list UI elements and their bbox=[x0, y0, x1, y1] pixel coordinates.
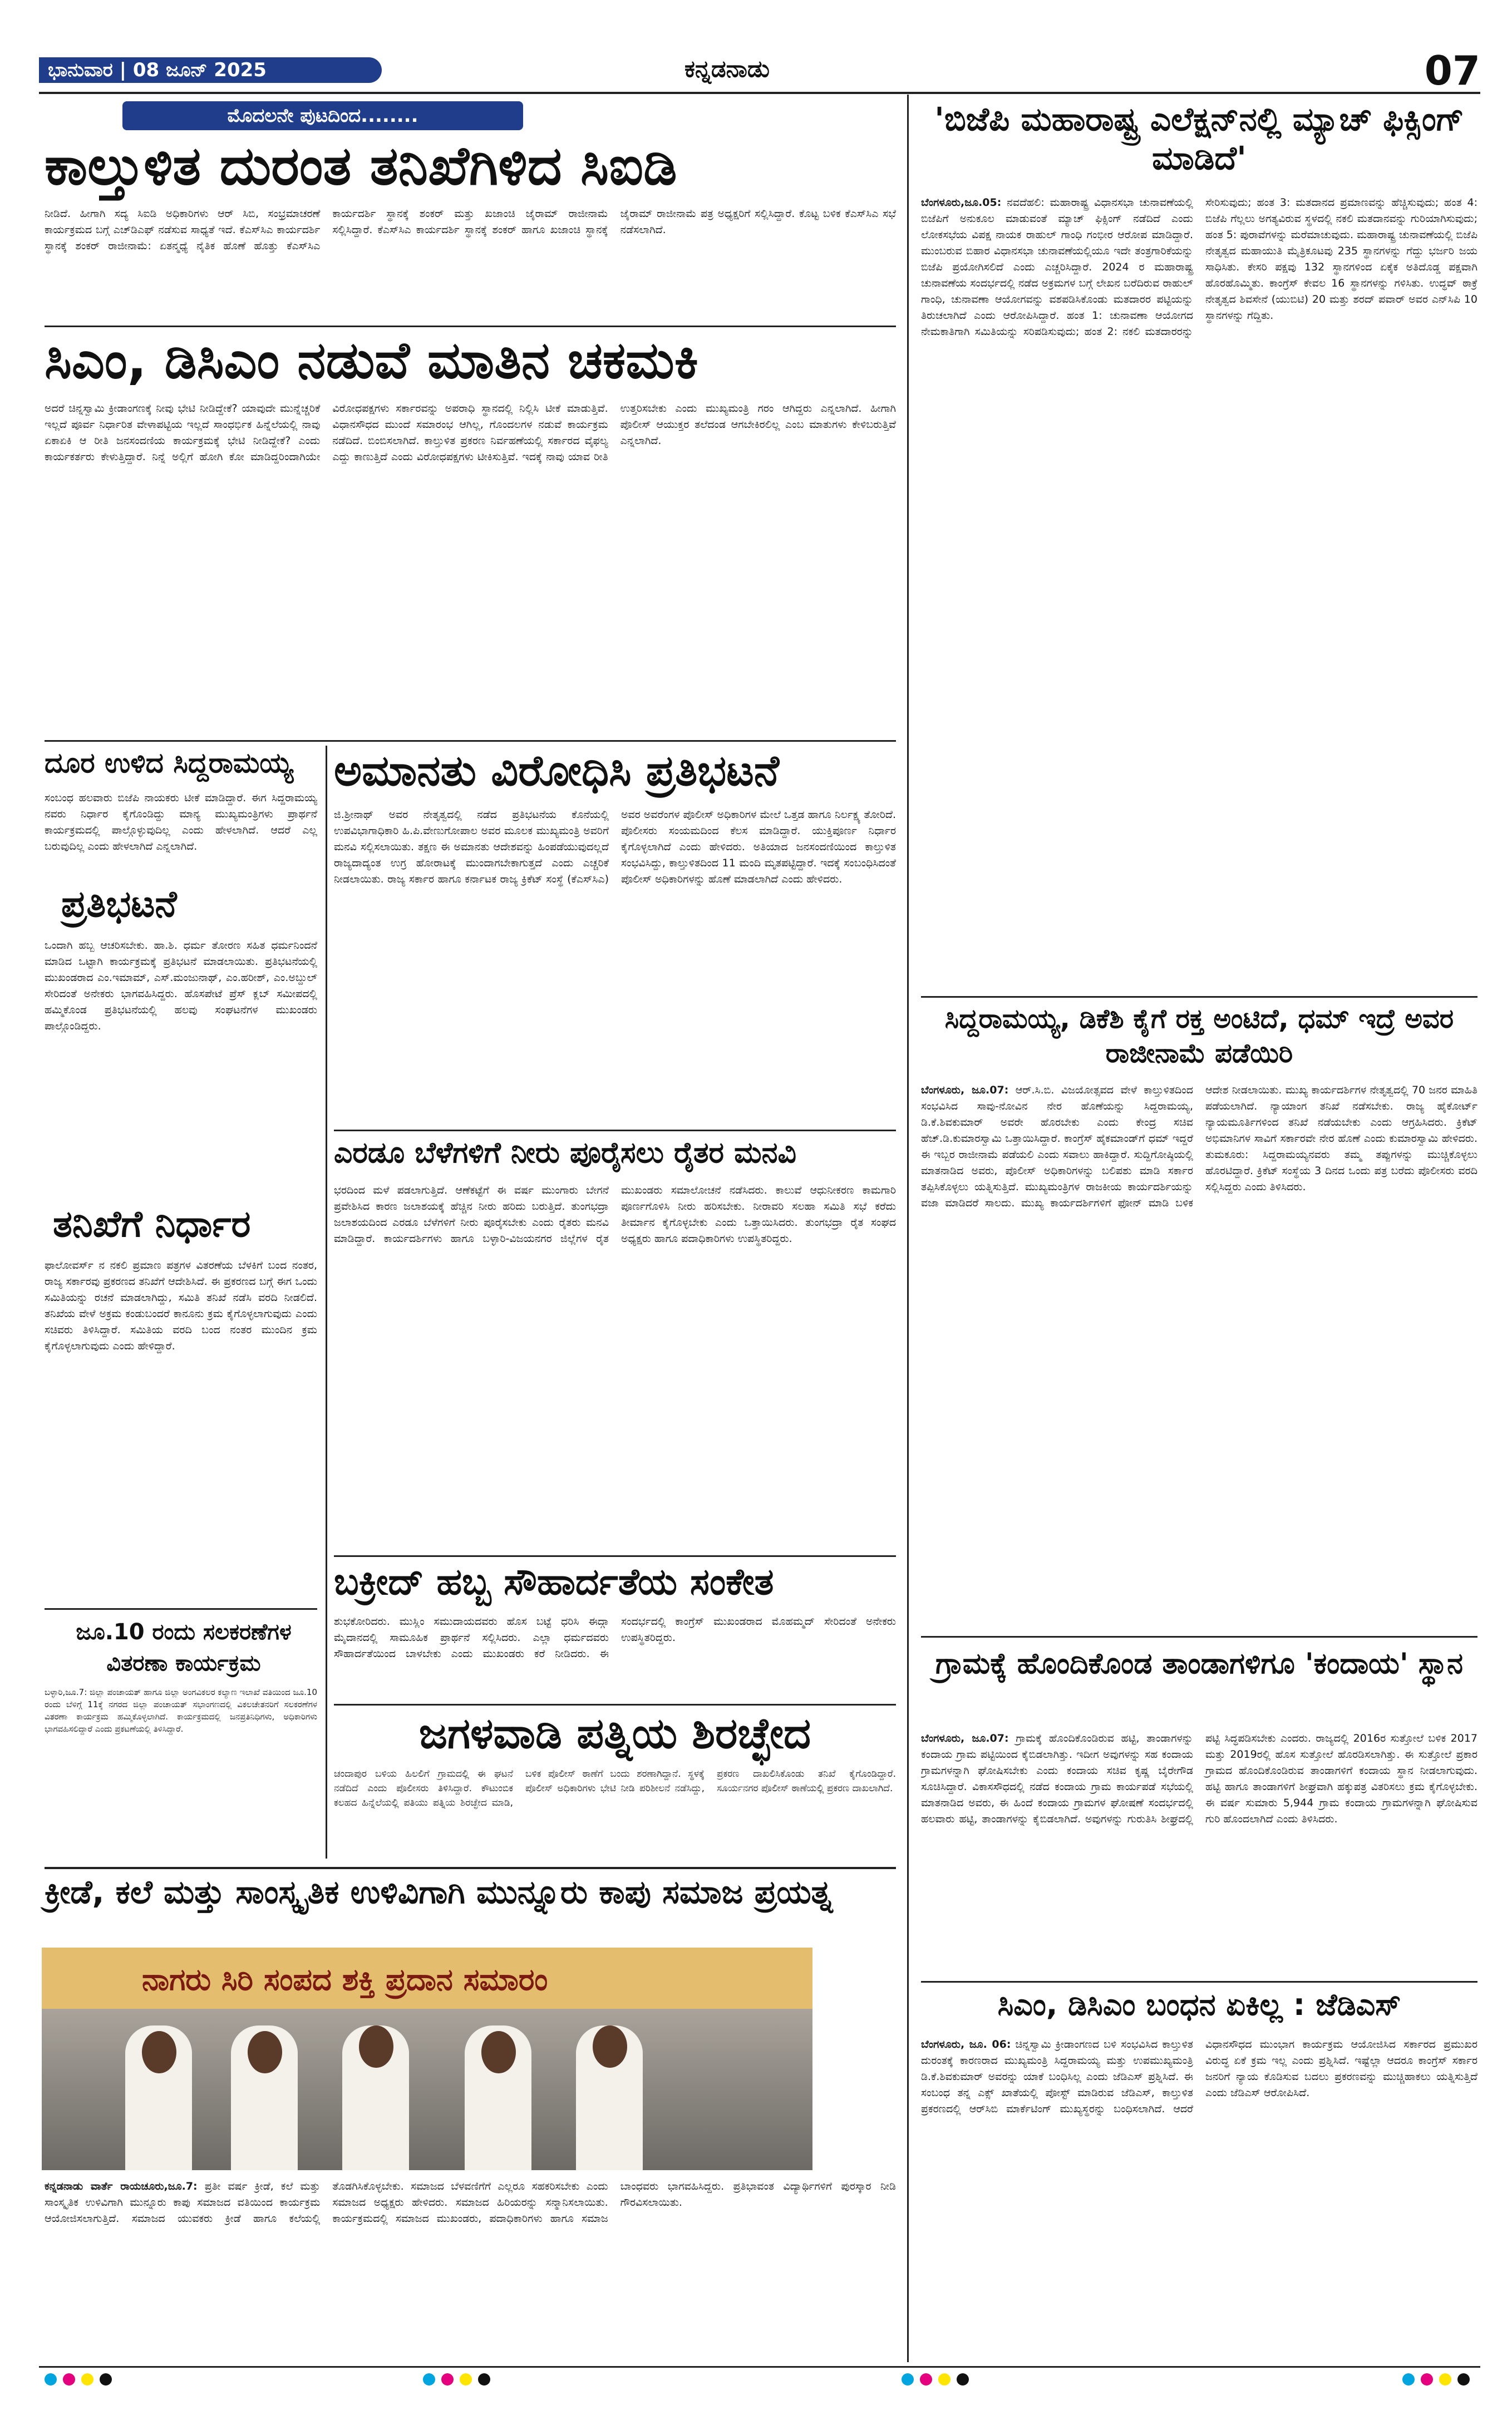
article-body: ಜಿ.ಶ್ರೀನಾಥ್ ಅವರ ನೇತೃತ್ವದಲ್ಲಿ ನಡೆದ ಪ್ರತಿಭಟನೆಯ ಕೊನೆಯಲ್ಲಿ ಉಪವಿಭಾಗಾಧಿಕಾರಿ ಹಿ.ಪಿ.ವೇಣುಗೋಪಾಲ ಅವರ ಮೂಲಕ ಮುಖ್ಯಮಂತ್ರಿ ಅವರಿಗೆ ಮನವಿ ಸಲ್ಲಿಸಲಾಯಿತು. ತಕ್ಷಣ ಈ ಅಮಾನತು ಆದೇಶವನ್ನು ಹಿಂಪಡೆಯುವುದಲ್ಲದೆ ರಾಜ್ಯದಾದ್ಯಂತ ಉಗ್ರ ಹೋರಾಟಕ್ಕೆ ಮುಂದಾಗಬೇಕಾಗುತ್ತದೆ ಎಂದು ಎಚ್ಚರಿಕೆ ನೀಡಲಾಯಿತು. ರಾಜ್ಯ ಸರ್ಕಾರ ಹಾಗೂ ಕರ್ನಾಟಕ ರಾಜ್ಯ ಕ್ರಿಕೆಟ್ ಸಂಸ್ಥೆ (ಕೆಎಸ್‌ಸಿಎ) ಅವರ ಅವರೆಂಗಳ ಪೊಲೀಸ್ ಅಧಿಕಾರಿಗಳ ಮೇಲೆ ಒತ್ತಡ ಹಾಗೂ ನಿರ್ಲಕ್ಷ್ಯ ತೋರಿದೆ. ಪೊಲೀಸರು ಸಂಯಮದಿಂದ ಕೆಲಸ ಮಾಡಿದ್ದಾರೆ. ಯುಕ್ತಿಪೂರ್ಣ ನಿರ್ಧಾರ ಕೈಗೊಳ್ಳಲಾಗಿದೆ ಎಂದು ಹೇಳಿದರು. ಅತಿಯಾದ ಜನಸಂದಣಿಯಿಂದ ಕಾಲ್ತುಳಿತ ಸಂಭವಿಸಿದ್ದು, ಕಾಲ್ತುಳಿತದಿಂದ 11 ಮಂದಿ ಮೃತಪಟ್ಟಿದ್ದಾರೆ. ಇದಕ್ಕೆ ಸಂಬಂಧಿಸಿದಂತೆ ಪೊಲೀಸ್ ಅಧಿಕಾರಿಗಳನ್ನು ಹೊಣೆ ಮಾಡಲಾಗಿದೆ ಎಂದು ಹೇಳಿದರು. bbox=[334, 809, 896, 885]
article-body: ನವದೆಹಲಿ: ಮಹಾರಾಷ್ಟ್ರ ವಿಧಾನಸಭಾ ಚುನಾವಣೆಯಲ್ಲಿ ಬಿಜೆಪಿಗೆ ಅನುಕೂಲ ಮಾಡುವಂತೆ ಮ್ಯಾಚ್ ಫಿಕ್ಸಿಂಗ್ ನಡೆದಿದೆ ಎಂದು ಲೋಕಸಭೆಯ ವಿಪಕ್ಷ ನಾಯಕ ರಾಹುಲ್ ಗಾಂಧಿ ಗಂಭೀರ ಆರೋಪ ಮಾಡಿದ್ದಾರೆ. ಮುಂಬರುವ ಬಿಹಾರ ವಿಧಾನಸಭಾ ಚುನಾವಣೆಯಲ್ಲಿಯೂ ಇದೇ ತಂತ್ರಗಾರಿಕೆಯನ್ನು ಬಿಜೆಪಿ ಪ್ರಯೋಗಿಸಲಿದೆ ಎಂದು ಎಚ್ಚರಿಸಿದ್ದಾರೆ. 2024 ರ ಮಹಾರಾಷ್ಟ್ರ ಚುನಾವಣೆಯ ಸಂದರ್ಭದಲ್ಲಿ ನಡೆದ ಅಕ್ರಮಗಳ ಬಗ್ಗೆ ಲೇಖನ ಬರೆದಿರುವ ರಾಹುಲ್ ಗಾಂಧಿ, ಚುನಾವಣಾ ಆಯೋಗವನ್ನು ವಶಪಡಿಸಿಕೊಂಡು ಮತದಾರರ ಪಟ್ಟಿಯನ್ನು ತಿರುಚಲಾಗಿದೆ ಎಂದು ಆರೋಪಿಸಿದ್ದಾರೆ. ಹಂತ 1: ಚುನಾವಣಾ ಆಯೋಗದ ನೇಮಕಾತಿಗಾಗಿ ಸಮಿತಿಯನ್ನು ಸರಿಪಡಿಸುವುದು; ಹಂತ 2: ನಕಲಿ ಮತದಾರರನ್ನು ಸೇರಿಸುವುದು; ಹಂತ 3: ಮತದಾನದ ಪ್ರಮಾಣವನ್ನು ಹೆಚ್ಚಿಸುವುದು; ಹಂತ 4: ಬಿಜೆಪಿ ಗೆಲ್ಲಲು ಅಗತ್ಯವಿರುವ ಸ್ಥಳದಲ್ಲಿ ನಕಲಿ ಮತದಾನವನ್ನು ಗುರಿಯಾಗಿಸುವುದು; ಹಂತ 5: ಪುರಾವೆಗಳನ್ನು ಮರೆಮಾಚುವುದು. ಮಹಾರಾಷ್ಟ್ರ ಚುನಾವಣೆಯಲ್ಲಿ ಬಿಜೆಪಿ ನೇತೃತ್ವದ ಮಹಾಯುತಿ ಮೈತ್ರಿಕೂಟವು 235 ಸ್ಥಾನಗಳನ್ನು ಗೆದ್ದು ಭರ್ಜರಿ ಜಯ ಸಾಧಿಸಿತು. ಕೇಸರಿ ಪಕ್ಷವು 132 ಸ್ಥಾನಗಳಿಂದ ಏಕೈಕ ಅತಿದೊಡ್ಡ ಪಕ್ಷವಾಗಿ ಹೊರಹೊಮ್ಮಿತು. ಕಾಂಗ್ರೆಸ್ ಕೇವಲ 16 ಸ್ಥಾನಗಳನ್ನು ಗಳಿಸಿತು. ಉದ್ಧವ್ ಠಾಕ್ರೆ ನೇತೃತ್ವದ ಶಿವಸೇನೆ (ಯುಬಿಟಿ) 20 ಮತ್ತು ಶರದ್ ಪವಾರ್ ಅವರ ಎನ್‌ಸಿಪಿ 10 ಸ್ಥಾನಗಳನ್ನು ಗೆದ್ದಿತು. bbox=[921, 196, 1477, 338]
registration-marks-right bbox=[1402, 2373, 1473, 2390]
headline-revenue-status: ಗ್ರಾಮಕ್ಕೆ ಹೊಂದಿಕೊಂಡ ತಾಂಡಾಗಳಿಗೂ 'ಕಂದಾಯ' ಸ್ಥಾನ bbox=[935, 1647, 1464, 1680]
divider bbox=[921, 1981, 1477, 1983]
headline-siddaramaiah-away: ದೂರ ಉಳಿದ ಸಿದ್ದರಾಮಯ್ಯ bbox=[45, 747, 293, 779]
black-mark bbox=[478, 2373, 490, 2386]
article-body: ಫಾಲೋವರ್ಸ್ ನ ನಕಲಿ ಪ್ರಮಾಣ ಪತ್ರಗಳ ವಿತರಣೆಯ ಬೆಳಕಿಗೆ ಬಂದ ನಂತರ, ರಾಜ್ಯ ಸರ್ಕಾರವು ಪ್ರಕರಣದ ತನಿಖೆಗೆ ಆದೇಶಿಸಿದೆ. ಈ ಪ್ರಕರಣದ ಬಗ್ಗೆ ಈಗ ಒಂದು ಸಮಿತಿಯನ್ನು ರಚನೆ ಮಾಡಲಾಗಿದ್ದು, ಸಮಿತಿ ತನಿಖೆ ನಡೆಸಿ ವರದಿ ನೀಡಲಿದೆ. ತನಿಖೆಯ ವೇಳೆ ಅಕ್ರಮ ಕಂಡುಬಂದರೆ ಕಾನೂನು ಕ್ರಮ ಕೈಗೊಳ್ಳಲಾಗುವುದು ಎಂದು ಸಚಿವರು ತಿಳಿಸಿದ್ದಾರೆ. ಸಮಿತಿಯ ವರದಿ ಬಂದ ನಂತರ ಮುಂದಿನ ಕ್ರಮ ಕೈಗೊಳ್ಳಲಾಗುವುದು ಎಂದು ಹೇಳಿದ್ದಾರೆ. bbox=[45, 1259, 317, 1352]
article-farmers-water-plea bbox=[334, 1182, 896, 1550]
headline-protest: ಪ್ರತಿಭಟನೆ bbox=[61, 883, 177, 925]
magenta-mark bbox=[920, 2373, 932, 2386]
continued-strap: ಮೊದಲನೇ ಪುಟದಿಂದ........ bbox=[122, 101, 523, 130]
headline-jds-arrest-question: ಸಿಎಂ, ಡಿಸಿಎಂ ಬಂಧನ ಏಕಿಲ್ಲ : ಜೆಡಿಎಸ್ bbox=[997, 1987, 1401, 2022]
column-divider bbox=[326, 746, 327, 1859]
masthead bbox=[39, 47, 1480, 94]
divider bbox=[45, 1608, 317, 1610]
footer-rule bbox=[39, 2366, 1480, 2368]
article-cm-dcm-spat bbox=[45, 401, 896, 735]
yellow-mark bbox=[81, 2373, 93, 2386]
article-body: ಅದರೆ ಚಿನ್ನಸ್ವಾಮಿ ಕ್ರೀಡಾಂಗಣಕ್ಕೆ ನೀವು ಭೇಟಿ ನೀಡಿದ್ದೇಕೆ? ಯಾವುದೇ ಮುನ್ನೆಚ್ಚರಿಕೆ ಇಲ್ಲದೆ ಪೂರ್ವ ನಿರ್ಧಾರಿತ ವೇಳಾಪಟ್ಟಿಯ ಇಲ್ಲದೆ ಸಾಂಧರ್ಭಿಕ ಹಿನ್ನೆಲೆಯಲ್ಲಿ ನಾವು ಏಕಾಏಕಿ ಆ ರೀತಿ ಜನಸಂದಣಿಯ ಕಾರ್ಯಕ್ರಮಕ್ಕೆ ಭೇಟಿ ನೀಡಿದ್ದೇಕೆ? ಎಂದು ಕಾರ್ಯಕರ್ತರು ಕೇಳುತ್ತಿದ್ದಾರೆ. ನಿನ್ನೆ ಅಲ್ಲಿಗೆ ಹೋಗಿ ಕೋ ಮಾಡಿದ್ದರಿಂದಾಗಿಯೇ ವಿರೋಧಪಕ್ಷಗಳು ಸರ್ಕಾರವನ್ನು ಅಪರಾಧಿ ಸ್ಥಾನದಲ್ಲಿ ನಿಲ್ಲಿಸಿ ಟೀಕೆ ಮಾಡುತ್ತಿವೆ. ವಿಧಾನಸೌಧದ ಮುಂದೆ ಸಮಾರಂಭ ಆಗಿಲ್ಲ, ಗೊಂದಲಗಳ ನಡುವೆ ಕಾರ್ಯಕ್ರಮ ನಡೆದಿದೆ. ಬಿಂಬಿಸಲಾಗಿದೆ. ಕಾಲ್ತುಳಿತ ಪ್ರಕರಣ ನಿರ್ವಹಣೆಯಲ್ಲಿ ಸರ್ಕಾರದ ವೈಫಲ್ಯ ಎದ್ದು ಕಾಣುತ್ತಿದೆ ಎಂದು ವಿರೋಧಪಕ್ಷಗಳು ಟೀಕಿಸುತ್ತಿವೆ. ಇದಕ್ಕೆ ನಾವು ಯಾವ ರೀತಿ ಉತ್ತರಿಸಬೇಕು ಎಂದು ಮುಖ್ಯಮಂತ್ರಿ ಗರಂ ಆಗಿದ್ದರು ಎನ್ನಲಾಗಿದೆ. ಹೀಗಾಗಿ ಪೊಲೀಸ್ ಆಯುಕ್ತರ ತಲೆದಂಡ ಆಗಬೇಕಿರಲಿಲ್ಲ ಎಂಬ ಮಾತುಗಳು ಕೇಳಿಬರುತ್ತಿವೆ ಎನ್ನಲಾಗಿದೆ. bbox=[45, 402, 896, 463]
article-dateline: ಕನ್ನಡನಾಡು ವಾರ್ತೆ ರಾಯಚೂರು,ಜೂ.7: bbox=[45, 2180, 198, 2192]
page-number: 07 bbox=[1424, 47, 1480, 94]
magenta-mark bbox=[63, 2373, 75, 2386]
article-body: ಚಿನ್ನಸ್ವಾಮಿ ಕ್ರೀಡಾಂಗಣದ ಬಳಿ ಸಂಭವಿಸಿದ ಕಾಲ್ತುಳಿತ ದುರಂತಕ್ಕೆ ಕಾರಣರಾದ ಮುಖ್ಯಮಂತ್ರಿ ಸಿದ್ದರಾಮಯ್ಯ ಮತ್ತು ಉಪಮುಖ್ಯಮಂತ್ರಿ ಡಿ.ಕೆ.ಶಿವಕುಮಾರ್ ಅವರನ್ನು ಯಾಕೆ ಬಂಧಿಸಿಲ್ಲ ಎಂದು ಜೆಡಿಎಸ್ ಪ್ರಶ್ನಿಸಿದೆ. ಈ ಸಂಬಂಧ ತನ್ನ ಎಕ್ಸ್ ಖಾತೆಯಲ್ಲಿ ಪೋಸ್ಟ್ ಮಾಡಿರುವ ಜೆಡಿಎಸ್, ಕಾಲ್ತುಳಿತ ಪ್ರಕರಣದಲ್ಲಿ ಆರ್‌ಸಿಬಿ ಮಾರ್ಕೆಟಿಂಗ್ ಮುಖ್ಯಸ್ಥರನ್ನು ಬಂಧಿಸಲಾಗಿದೆ. ಆದರೆ ವಿಧಾನಸೌಧದ ಮುಂಭಾಗ ಕಾರ್ಯಕ್ರಮ ಆಯೋಜಿಸಿದ ಸರ್ಕಾರದ ಪ್ರಮುಖರ ವಿರುದ್ಧ ಏಕೆ ಕ್ರಮ ಇಲ್ಲ ಎಂದು ಪ್ರಶ್ನಿಸಿದೆ. ಇಷ್ಟೆಲ್ಲಾ ಆದರೂ ಕಾಂಗ್ರೆಸ್ ಸರ್ಕಾರ ಜನರಿಗೆ ನ್ಯಾಯ ಕೊಡಿಸುವ ಬದಲು ಪ್ರಕರಣವನ್ನು ಮುಚ್ಚಿಹಾಕಲು ಯತ್ನಿಸುತ್ತಿದೆ ಎಂದು ಜೆಡಿಎಸ್ ಆರೋಪಿಸಿದೆ. bbox=[921, 2038, 1477, 2115]
article-protest bbox=[45, 938, 317, 1199]
registration-marks-left bbox=[45, 2373, 115, 2390]
article-jds-arrest-question bbox=[921, 2037, 1477, 2359]
cyan-mark bbox=[45, 2373, 57, 2386]
article-body: ಬಳ್ಳಾರಿ,ಜೂ.7: ಜಿಲ್ಲಾ ಪಂಚಾಯತ್ ಹಾಗೂ ಜಿಲ್ಲಾ ಅಂಗವಿಕಲರ ಕಲ್ಯಾಣ ಇಲಾಖೆ ವತಿಯಿಂದ ಜೂ.10 ರಂದು ಬೆಳಿಗ್ಗೆ 11ಕ್ಕೆ ನಗರದ ಜಿಲ್ಲಾ ಪಂಚಾಯತ್ ಸಭಾಂಗಣದಲ್ಲಿ ವಿಕಲಚೇತನರಿಗೆ ಸಲಕರಣೆಗಳ ವಿತರಣಾ ಕಾರ್ಯಕ್ರಮ ಹಮ್ಮಿಕೊಳ್ಳಲಾಗಿದೆ. ಕಾರ್ಯಕ್ರಮದಲ್ಲಿ ಜನಪ್ರತಿನಿಧಿಗಳು, ಅಧಿಕಾರಿಗಳು ಭಾಗವಹಿಸಲಿದ್ದಾರೆ ಎಂದು ಪ್ರಕಟಣೆಯಲ್ಲಿ ತಿಳಿಸಿದ್ದಾರೆ. bbox=[45, 1687, 317, 1734]
headline-cm-dcm-spat: ಸಿಎಂ, ಡಿಸಿಎಂ ನಡುವೆ ಮಾತಿನ ಚಕಮಕಿ bbox=[45, 331, 698, 390]
article-probe-decision bbox=[45, 1258, 317, 1603]
black-mark bbox=[100, 2373, 112, 2386]
article-wife-beheaded bbox=[334, 1767, 896, 1861]
yellow-mark bbox=[460, 2373, 472, 2386]
divider bbox=[334, 1555, 896, 1557]
article-hdk-demand bbox=[921, 1082, 1477, 1630]
article-equipment-distribution bbox=[45, 1686, 317, 1859]
column-divider bbox=[907, 95, 909, 2362]
stage-banner-text: ನಾಗರು ಸಿರಿ ಸಂಪದ ಶಕ್ತಿ ಪ್ರದಾನ ಸಮಾರಂ bbox=[142, 1962, 548, 1997]
headline-kapu-samaja: ಕ್ರೀಡೆ, ಕಲೆ ಮತ್ತು ಸಾಂಸ್ಕೃತಿಕ ಉಳಿವಿಗಾಗಿ ಮುನ್ನೂರು ಕಾಪು ಸಮಾಜ ಪ್ರಯತ್ನ bbox=[45, 1873, 833, 1911]
headline-wife-beheaded: ಜಗಳವಾಡಿ ಪತ್ನಿಯ ಶಿರಚ್ಛೇದ bbox=[418, 1708, 811, 1758]
divider bbox=[334, 1704, 896, 1706]
person-head bbox=[248, 2031, 282, 2073]
divider bbox=[45, 740, 896, 742]
headline-probe-decision: ತನಿಖೆಗೆ ನಿರ್ಧಾರ bbox=[53, 1202, 251, 1245]
cyan-mark bbox=[423, 2373, 435, 2386]
article-dateline: ಬೆಂಗಳೂರು,ಜೂ.05: bbox=[921, 196, 1002, 209]
article-body: ಆರ್.ಸಿ.ಬಿ. ವಿಜಯೋತ್ಸವದ ವೇಳೆ ಕಾಲ್ತುಳಿತದಿಂದ ಸಂಭವಿಸಿದ ಸಾವು-ನೋವಿನ ನೇರ ಹೊಣೆಯನ್ನು ಸಿದ್ದರಾಮಯ್ಯ, ಡಿ.ಕೆ.ಶಿವಕುಮಾರ್ ಅವರೇ ಹೊರಬೇಕು ಎಂದು ಕೇಂದ್ರ ಸಚಿವ ಹೆಚ್.ಡಿ.ಕುಮಾರಸ್ವಾಮಿ ಒತ್ತಾಯಿಸಿದ್ದಾರೆ. ಕಾಂಗ್ರೆಸ್ ಹೈಕಮಾಂಡ್‌ಗೆ ಧಮ್ ಇದ್ದರೆ ಈ ಇಬ್ಬರ ರಾಜೀನಾಮೆ ಪಡೆಯಲಿ ಎಂದು ಸವಾಲು ಹಾಕಿದ್ದಾರೆ. ಸುದ್ದಿಗೋಷ್ಠಿಯಲ್ಲಿ ಮಾತನಾಡಿದ ಅವರು, ಪೊಲೀಸ್ ಅಧಿಕಾರಿಗಳನ್ನು ಬಲಿಪಶು ಮಾಡಿ ಸರ್ಕಾರ ತಪ್ಪಿಸಿಕೊಳ್ಳಲು ಯತ್ನಿಸುತ್ತಿದೆ. ಮುಖ್ಯಮಂತ್ರಿಗಳ ರಾಜಕೀಯ ಕಾರ್ಯದರ್ಶಿಯನ್ನು ವಜಾ ಮಾಡಿದರೆ ಸಾಲದು. ಮುಖ್ಯ ಕಾರ್ಯದರ್ಶಿಗಳಿಗೆ ಫೋನ್ ಮಾಡಿ ಬಳಿಕ ಆದೇಶ ನೀಡಲಾಯಿತು. ಮುಖ್ಯ ಕಾರ್ಯದರ್ಶಿಗಳ ನೇತೃತ್ವದಲ್ಲಿ 70 ಜನರ ಮಾಹಿತಿ ಪಡೆಯಲಾಗಿದೆ. ನ್ಯಾಯಾಂಗ ತನಿಖೆ ನಡೆಸಬೇಕು. ರಾಜ್ಯ ಹೈಕೋರ್ಟ್ ನ್ಯಾಯಮೂರ್ತಿಗಳಿಂದ ತನಿಖೆ ನಡೆಯಬೇಕು ಎಂದು ಆಗ್ರಹಿಸಿದರು. ಕ್ರಿಕೆಟ್ ಅಭಿಮಾನಿಗಳ ಸಾವಿಗೆ ಸರ್ಕಾರವೇ ನೇರ ಹೊಣೆ ಎಂದು ಕುಮಾರಸ್ವಾಮಿ ಹೇಳಿದರು. ತುಮಕೂರು: ಸಿದ್ದರಾಮಯ್ಯನವರು ತಮ್ಮ ತಪ್ಪುಗಳನ್ನು ಮುಚ್ಚಿಕೊಳ್ಳಲು ಹೊರಟಿದ್ದಾರೆ. ಕ್ರಿಕೆಟ್ ಸಂಸ್ಥೆಯ 3 ದಿನದ ಒಂದು ಪತ್ರ ಬರೆದು ಪೊಲೀಸರು ವರದಿ ಸಲ್ಲಿಸಿದ್ದರು ಎಂದು ತಿಳಿಸಿದರು. bbox=[921, 1084, 1477, 1209]
article-cid-probe bbox=[45, 206, 896, 320]
article-body: ಸಂಬಂಧ ಹಲವಾರು ಬಿಜೆಪಿ ನಾಯಕರು ಟೀಕೆ ಮಾಡಿದ್ದಾರೆ. ಈಗ ಸಿದ್ದರಾಮಯ್ಯ ನವರು ನಿರ್ಧಾರ ಕೈಗೊಂಡಿದ್ದು ಮಾನ್ಯ ಮುಖ್ಯಮಂತ್ರಿಗಳು ಪ್ರಾರ್ಥನೆ ಕಾರ್ಯಕ್ರಮದಲ್ಲಿ ಪಾಲ್ಗೊಳ್ಳುವುದಿಲ್ಲ ಎಂದು ಹೇಳಲಾಗಿದೆ. ಆದರೆ ಎಲ್ಲ ಬರುವುದಿಲ್ಲ ಎಂದು ಹೇಳಲಾಗಿದೆ ಎನ್ನಲಾಗಿದೆ. bbox=[45, 792, 317, 852]
article-dateline: ಬೆಂಗಳೂರು, ಜೂ.07: bbox=[921, 1084, 1009, 1096]
headline-bakrid-harmony: ಬಕ್ರೀದ್ ಹಬ್ಬ ಸೌಹಾರ್ದತೆಯ ಸಂಕೇತ bbox=[334, 1560, 774, 1603]
headline-hdk-demand: ಸಿದ್ದರಾಮಯ್ಯ, ಡಿಕೆಶಿ ಕೈಗೆ ರಕ್ತ ಅಂಟಿದೆ, ಧಮ್ ಇದ್ರೆ ಅವರ ರಾಜೀನಾಮೆ ಪಡೆಯಿರಿ bbox=[944, 1003, 1454, 1070]
cyan-mark bbox=[902, 2373, 914, 2386]
article-siddaramaiah-away bbox=[45, 790, 317, 876]
divider bbox=[334, 1130, 896, 1131]
issue-date: ಭಾನುವಾರ | 08 ಜೂನ್ 2025 bbox=[39, 57, 382, 83]
article-body: ಒಂದಾಗಿ ಹಬ್ಬ ಆಚರಿಸಬೇಕು. ಹಾ.ಶಿ. ಧರ್ಮ ತೋರಣ ಸಹಿತ ಧರ್ಮನಿಂದನೆ ಮಾಡಿದ ಒಟ್ಟಾಗಿ ಕಾರ್ಯಕ್ರಮಕ್ಕೆ ಪ್ರತಿಭಟನೆ ಮಾಡಲಾಯಿತು. ಪ್ರತಿಭಟನೆಯಲ್ಲಿ ಮುಖಂಡರಾದ ಎಂ.ಇಮಾಮ್, ಎಸ್.ಮಂಜುನಾಥ್, ಎಂ.ಹರೀಶ್, ಎಂ.ಅಬ್ದುಲ್ ಸೇರಿದಂತೆ ಅನೇಕರು ಭಾಗವಹಿಸಿದ್ದರು. ಹೊಸಪೇಟೆ ಪ್ರೆಸ್ ಕ್ಲಬ್ ಸಮೀಪದಲ್ಲಿ ಹಮ್ಮಿಕೊಂಡ ಪ್ರತಿಭಟನೆಯಲ್ಲಿ ಹಲವು ಸಂಘಟನೆಗಳ ಮುಖಂಡರು ಪಾಲ್ಗೊಂಡಿದ್ದರು. bbox=[45, 939, 317, 1032]
article-body: ಭರದಿಂದ ಮಳೆ ಪಡಲಾಗುತ್ತಿದೆ. ಆಣೆಕಟ್ಟೆಗೆ ಈ ವರ್ಷ ಮುಂಗಾರು ಬೇಗನೆ ಪ್ರವೇಶಿಸಿದ ಕಾರಣ ಜಲಾಶಯಕ್ಕೆ ಹೆಚ್ಚಿನ ನೀರು ಹರಿದು ಬರುತ್ತಿದೆ. ತುಂಗಭದ್ರಾ ಜಲಾಶಯದಿಂದ ಎರಡೂ ಬೆಳೆಗಳಿಗೆ ನೀರು ಪೂರೈಸಬೇಕು ಎಂದು ರೈತರು ಮನವಿ ಮಾಡಿದ್ದಾರೆ. ಕಾರ್ಯದರ್ಶಿಗಳು ಹಾಗೂ ಬಳ್ಳಾರಿ-ವಿಜಯನಗರ ಜಿಲ್ಲೆಗಳ ರೈತ ಮುಖಂಡರು ಸಮಾಲೋಚನೆ ನಡೆಸಿದರು. ಕಾಲುವೆ ಆಧುನೀಕರಣ ಕಾಮಗಾರಿ ಪೂರ್ಣಗೊಳಿಸಿ ನೀರು ಹರಿಸಬೇಕು. ನೀರಾವರಿ ಸಲಹಾ ಸಮಿತಿ ಸಭೆ ಕರೆದು ತೀರ್ಮಾನ ಕೈಗೊಳ್ಳಬೇಕು ಎಂದು ಒತ್ತಾಯಿಸಿದರು. ತುಂಗಭದ್ರಾ ರೈತ ಸಂಘದ ಅಧ್ಯಕ್ಷರು ಹಾಗೂ ಪದಾಧಿಕಾರಿಗಳು ಉಪಸ್ಥಿತರಿದ್ದರು. bbox=[334, 1184, 896, 1245]
cyan-mark bbox=[1402, 2373, 1415, 2386]
headline-equipment-distribution: ಜೂ.10 ರಂದು ಸಲಕರಣೆಗಳ ವಿತರಣಾ ಕಾರ್ಯಕ್ರಮ bbox=[76, 1619, 292, 1676]
article-dateline: ಬೆಂಗಳೂರು, ಜೂ. 06: bbox=[921, 2038, 1011, 2051]
article-body: ನೀಡಿದೆ. ಹೀಗಾಗಿ ಸದ್ಯ ಸಿಐಡಿ ಅಧಿಕಾರಿಗಳು ಆರ್ ಸಿಬಿ, ಸಂಭ್ರಮಾಚರಣೆ ಕಾರ್ಯಕ್ರಮದ ಬಗ್ಗೆ ಎಚ್‌ಡಿಎಫ್‌ ನಡೆಸುವ ಸಾಧ್ಯತೆ ಇದೆ. ಕೆಎಸ್‌ಸಿಎ ಕಾರ್ಯದರ್ಶಿ ಸ್ಥಾನಕ್ಕೆ ಶಂಕರ್ ರಾಜೀನಾಮೆ: ಏತನ್ಮಧ್ಯೆ ನೈತಿಕ ಹೊಣೆ ಹೊತ್ತು ಕೆಎಸ್‌ಸಿಎ ಕಾರ್ಯದರ್ಶಿ ಸ್ಥಾನಕ್ಕೆ ಶಂಕರ್ ಮತ್ತು ಖಜಾಂಚಿ ಜೈರಾಮ್ ರಾಜೀನಾಮೆ ಸಲ್ಲಿಸಿದ್ದಾರೆ. ಕೆಎಸ್‌ಸಿಎ ಕಾರ್ಯದರ್ಶಿ ಸ್ಥಾನಕ್ಕೆ ಶಂಕರ್ ಹಾಗೂ ಖಜಾಂಚಿ ಸ್ಥಾನಕ್ಕೆ ಜೈರಾಮ್ ರಾಜೀನಾಮೆ ಪತ್ರ ಅಧ್ಯಕ್ಷರಿಗೆ ಸಲ್ಲಿಸಿದ್ದಾರೆ. ಕೊಟ್ಟ ಬಳಿಕ ಕೆಎಸ್‌ಸಿಎ ಸಭೆ ನಡೆಸಲಾಗಿದೆ. bbox=[45, 208, 896, 252]
article-body: ಗ್ರಾಮಕ್ಕೆ ಹೊಂದಿಕೊಂಡಿರುವ ಹಟ್ಟಿ, ತಾಂಡಾಗಳನ್ನು ಕಂದಾಯ ಗ್ರಾಮ ಪಟ್ಟಿಯಿಂದ ಕೈಬಿಡಲಾಗಿತ್ತು. ಇದೀಗ ಅವುಗಳನ್ನು ಸಹ ಕಂದಾಯ ಗ್ರಾಮಗಳನ್ನಾಗಿ ಘೋಷಿಸಬೇಕು ಎಂದು ಕಂದಾಯ ಸಚಿವ ಕೃಷ್ಣ ಬೈರೇಗೌಡ ಸೂಚಿಸಿದ್ದಾರೆ. ವಿಕಾಸಸೌಧದಲ್ಲಿ ನಡೆದ ಕಂದಾಯ ಗ್ರಾಮ ಕಾರ್ಯಪಡೆ ಸಭೆಯಲ್ಲಿ ಮಾತನಾಡಿದ ಅವರು, ಈ ಹಿಂದೆ ಕಂದಾಯ ಗ್ರಾಮಗಳ ಘೋಷಣೆ ಸಂದರ್ಭದಲ್ಲಿ ಹಲವಾರು ಹಟ್ಟಿ, ತಾಂಡಾಗಳನ್ನು ಕೈಬಿಡಲಾಗಿದೆ. ಅವುಗಳನ್ನು ಗುರುತಿಸಿ ಶೀಘ್ರದಲ್ಲಿ ಪಟ್ಟಿ ಸಿದ್ಧಪಡಿಸಬೇಕು ಎಂದರು. ರಾಜ್ಯದಲ್ಲಿ 2016ರ ಸುತ್ತೋಲೆ ಬಳಿಕ 2017 ಮತ್ತು 2019ರಲ್ಲಿ ಹೊಸ ಸುತ್ತೋಲೆ ಹೊರಡಿಸಲಾಗಿತ್ತು. ಈ ಸುತ್ತೋಲೆ ಪ್ರಕಾರ ಗ್ರಾಮದ ಹೊಂದಿಕೊಂಡಿರುವ ತಾಂಡಾಗಳಿಗೆ ಕಂದಾಯ ಸ್ಥಾನ ನೀಡಲಾಗುವುದು. ಹಟ್ಟಿ ಹಾಗೂ ತಾಂಡಾಗಳಿಗೆ ಶೀಘ್ರವಾಗಿ ಹಕ್ಕುಪತ್ರ ವಿತರಿಸಲು ಕ್ರಮ ಕೈಗೊಳ್ಳಬೇಕು. ಈ ವರ್ಷ ಸುಮಾರು 5,944 ಗ್ರಾಮ ಕಂದಾಯ ಗ್ರಾಮಗಳನ್ನಾಗಿ ಘೋಷಿಸುವ ಗುರಿ ಹೊಂದಲಾಗಿದೆ ಎಂದು ತಿಳಿಸಿದರು. bbox=[921, 1732, 1477, 1825]
registration-marks-center-right bbox=[902, 2373, 972, 2390]
headline-suspension-protest: ಅಮಾನತು ವಿರೋಧಿಸಿ ಪ್ರತಿಭಟನೆ bbox=[334, 746, 780, 795]
divider bbox=[921, 996, 1477, 998]
headline-farmers-water-plea: ಎರಡೂ ಬೆಳೆಗಳಿಗೆ ನೀರು ಪೂರೈಸಲು ರೈತರ ಮನವಿ bbox=[334, 1136, 797, 1170]
article-body: ಚಂದಾಪುರ ಬಳಿಯ ಹಿಲಲಿಗೆ ಗ್ರಾಮದಲ್ಲಿ ಈ ಘಟನೆ ನಡೆದಿದೆ ಎಂದು ಪೊಲೀಸರು ತಿಳಿಸಿದ್ದಾರೆ. ಕೌಟುಂಬಿಕ ಕಲಹದ ಹಿನ್ನೆಲೆಯಲ್ಲಿ ಪತಿಯು ಪತ್ನಿಯ ಶಿರಚ್ಛೇದ ಮಾಡಿ, ಬಳಿಕ ಪೊಲೀಸ್ ಠಾಣೆಗೆ ಬಂದು ಶರಣಾಗಿದ್ದಾನೆ. ಸ್ಥಳಕ್ಕೆ ಪೊಲೀಸ್ ಅಧಿಕಾರಿಗಳು ಭೇಟಿ ನೀಡಿ ಪರಿಶೀಲನೆ ನಡೆಸಿದ್ದು, ಪ್ರಕರಣ ದಾಖಲಿಸಿಕೊಂಡು ತನಿಖೆ ಕೈಗೊಂಡಿದ್ದಾರೆ. ಸೂರ್ಯನಗರ ಪೊಲೀಸ್ ಠಾಣೆಯಲ್ಲಿ ಪ್ರಕರಣ ದಾಖಲಾಗಿದೆ. bbox=[334, 1768, 896, 1808]
yellow-mark bbox=[1439, 2373, 1451, 2386]
divider bbox=[45, 1867, 896, 1869]
divider bbox=[921, 1636, 1477, 1638]
divider bbox=[45, 326, 896, 327]
article-revenue-status bbox=[921, 1731, 1477, 1975]
article-kapu-samaja bbox=[45, 2179, 896, 2359]
headline-match-fixing: 'ಬಿಜೆಪಿ ಮಹಾರಾಷ್ಟ್ರ ಎಲೆಕ್ಷನ್‌ನಲ್ಲಿ ಮ್ಯಾಚ್ ಫಿಕ್ಸಿಂಗ್ ಮಾಡಿದೆ' bbox=[934, 100, 1464, 177]
magenta-mark bbox=[1421, 2373, 1433, 2386]
article-suspension-protest bbox=[334, 807, 896, 1124]
article-body: ಶುಭಕೋರಿದರು. ಮುಸ್ಲಿಂ ಸಮುದಾಯದವರು ಹೊಸ ಬಟ್ಟೆ ಧರಿಸಿ ಈದ್ಗಾ ಮೈದಾನದಲ್ಲಿ ಸಾಮೂಹಿಕ ಪ್ರಾರ್ಥನೆ ಸಲ್ಲಿಸಿದರು. ಎಲ್ಲಾ ಧರ್ಮದವರು ಸೌಹಾರ್ದತೆಯಿಂದ ಬಾಳಬೇಕು ಎಂದು ಮುಖಂಡರು ಕರೆ ನೀಡಿದರು. ಈ ಸಂದರ್ಭದಲ್ಲಿ ಕಾಂಗ್ರೆಸ್ ಮುಖಂಡರಾದ ಮೊಹಮ್ಮದ್ ಸೇರಿದಂತೆ ಅನೇಕರು ಉಪಸ್ಥಿತರಿದ್ದರು. bbox=[334, 1615, 896, 1660]
black-mark bbox=[957, 2373, 969, 2386]
paper-name: ಕನ್ನಡನಾಡು bbox=[684, 55, 770, 82]
article-body: ಪ್ರತೀ ವರ್ಷ ಕ್ರೀಡೆ, ಕಲೆ ಮತ್ತು ಸಾಂಸ್ಕೃತಿಕ ಉಳಿವಿಗಾಗಿ ಮುನ್ನೂರು ಕಾಪು ಸಮಾಜದ ವತಿಯಿಂದ ಕಾರ್ಯಕ್ರಮ ಆಯೋಜಿಸಲಾಗುತ್ತಿದೆ. ಸಮಾಜದ ಯುವಕರು ಕ್ರೀಡೆ ಹಾಗೂ ಕಲೆಯಲ್ಲಿ ತೊಡಗಿಸಿಕೊಳ್ಳಬೇಕು. ಸಮಾಜದ ಬೆಳವಣಿಗೆಗೆ ಎಲ್ಲರೂ ಸಹಕರಿಸಬೇಕು ಎಂದು ಸಮಾಜದ ಅಧ್ಯಕ್ಷರು ಹೇಳಿದರು. ಸಮಾಜದ ಹಿರಿಯರನ್ನು ಸನ್ಮಾನಿಸಲಾಯಿತು. ಕಾರ್ಯಕ್ರಮದಲ್ಲಿ ಸಮಾಜದ ಮುಖಂಡರು, ಪದಾಧಿಕಾರಿಗಳು ಹಾಗೂ ಸಮಾಜ ಬಾಂಧವರು ಭಾಗವಹಿಸಿದ್ದರು. ಪ್ರತಿಭಾವಂತ ವಿದ್ಯಾರ್ಥಿಗಳಿಗೆ ಪುರಸ್ಕಾರ ನೀಡಿ ಗೌರವಿಸಲಾಯಿತು. bbox=[45, 2180, 896, 2225]
registration-marks-center-left bbox=[423, 2373, 494, 2390]
article-bakrid-harmony bbox=[334, 1614, 896, 1700]
magenta-mark bbox=[441, 2373, 454, 2386]
article-match-fixing bbox=[921, 195, 1477, 990]
black-mark bbox=[1457, 2373, 1470, 2386]
person-head bbox=[593, 2025, 627, 2068]
yellow-mark bbox=[938, 2373, 950, 2386]
article-dateline: ಬೆಂಗಳೂರು, ಜೂ.07: bbox=[921, 1732, 1009, 1744]
person-head bbox=[359, 2025, 393, 2068]
person-head bbox=[142, 2031, 176, 2073]
headline-cid-probe: ಕಾಲ್ತುಳಿತ ದುರಂತ ತನಿಖೆಗಿಳಿದ ಸಿಐಡಿ bbox=[45, 135, 677, 197]
event-photo bbox=[42, 1948, 812, 2170]
person-head bbox=[481, 2031, 516, 2073]
